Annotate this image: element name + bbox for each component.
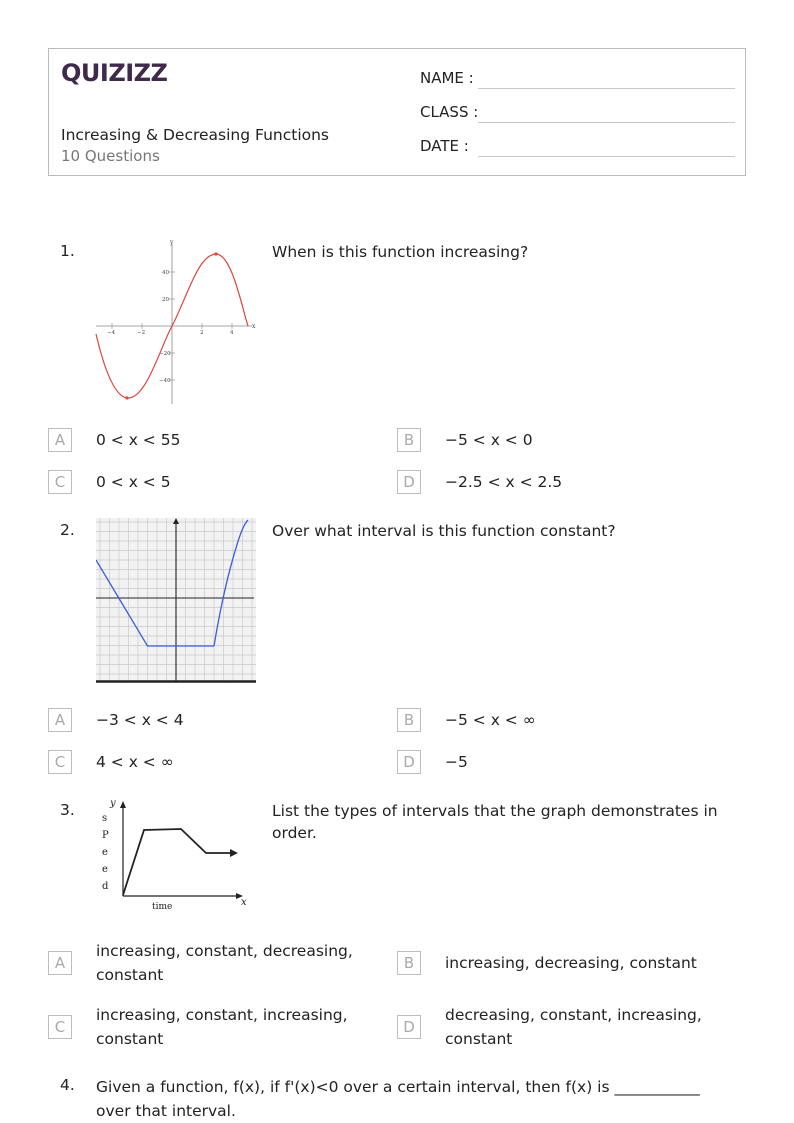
question-2-text: Over what interval is this function constant? bbox=[272, 522, 616, 540]
name-label: NAME : bbox=[420, 69, 474, 87]
question-2-graph bbox=[96, 518, 256, 684]
question-2-number: 2. bbox=[60, 521, 75, 539]
q2-option-a-box[interactable]: A bbox=[48, 708, 72, 732]
q3-y-label-char: s bbox=[102, 813, 108, 824]
date-label: DATE : bbox=[420, 137, 469, 155]
q1-ytick-40: 40 bbox=[162, 270, 169, 276]
q1-ytick-neg40: −40 bbox=[159, 378, 171, 384]
class-line[interactable] bbox=[478, 122, 735, 123]
q3-y-label-char: e bbox=[102, 847, 108, 858]
q1-xtick-neg4: −4 bbox=[107, 330, 116, 336]
q1-xtick-4: 4 bbox=[230, 330, 234, 336]
q2-option-a-text[interactable]: −3 < x < 4 bbox=[96, 711, 184, 729]
q1-option-c-text[interactable]: 0 < x < 5 bbox=[96, 473, 171, 491]
name-line[interactable] bbox=[478, 88, 735, 89]
q3-y-label-char: P bbox=[102, 830, 109, 841]
q1-min-point bbox=[125, 396, 128, 399]
q1-xtick-neg2: −2 bbox=[137, 330, 146, 336]
q3-option-d-text[interactable]: decreasing, constant, increasing, constant bbox=[445, 1006, 702, 1048]
q1-option-c-box[interactable]: C bbox=[48, 470, 72, 494]
question-1-graph bbox=[94, 238, 260, 406]
q1-ytick-neg20: −20 bbox=[159, 351, 171, 357]
question-3-number: 3. bbox=[60, 801, 75, 819]
q1-y-axis-label: y bbox=[170, 239, 174, 246]
q1-option-a-text[interactable]: 0 < x < 55 bbox=[96, 431, 181, 449]
q1-max-point bbox=[214, 252, 217, 255]
q3-option-d-box[interactable]: D bbox=[397, 1015, 421, 1039]
q2-option-c-text[interactable]: 4 < x < ∞ bbox=[96, 753, 174, 771]
name-field[interactable] bbox=[420, 69, 735, 91]
class-label: CLASS : bbox=[420, 103, 479, 121]
worksheet-title: Increasing & Decreasing Functions bbox=[61, 126, 330, 144]
quizizz-logo: QUIZIZZ bbox=[61, 59, 168, 87]
q3-option-c-box[interactable]: C bbox=[48, 1015, 72, 1039]
class-field[interactable] bbox=[420, 103, 735, 125]
question-1-number: 1. bbox=[60, 242, 75, 260]
question-1-text: When is this function increasing? bbox=[272, 243, 529, 261]
q3-option-a-text[interactable]: increasing, constant, decreasing, constant bbox=[96, 942, 353, 984]
q1-option-a-box[interactable]: A bbox=[48, 428, 72, 452]
q2-option-d-text[interactable]: −5 bbox=[445, 753, 468, 771]
q3-x-axis-letter: x bbox=[241, 897, 247, 908]
q2-option-b-text[interactable]: −5 < x < ∞ bbox=[445, 711, 536, 729]
q3-option-b-text[interactable]: increasing, decreasing, constant bbox=[445, 954, 697, 972]
q1-option-d-text[interactable]: −2.5 < x < 2.5 bbox=[445, 473, 563, 491]
question-3-graph bbox=[98, 796, 254, 914]
question-count: 10 Questions bbox=[61, 147, 160, 165]
question-3-text: List the types of intervals that the graph demonstrates in order. bbox=[272, 802, 718, 842]
q3-y-axis-letter: y bbox=[110, 798, 116, 809]
q3-line-arrow bbox=[230, 849, 238, 857]
date-line[interactable] bbox=[478, 156, 735, 157]
q1-x-axis-label: x bbox=[252, 323, 256, 330]
q2-option-d-box[interactable]: D bbox=[397, 750, 421, 774]
q1-ytick-20: 20 bbox=[162, 297, 169, 303]
q1-option-b-text[interactable]: −5 < x < 0 bbox=[445, 431, 533, 449]
question-4-text: Given a function, f(x), if f'(x)<0 over a certain interval, then f(x) is ___________ over that interval. bbox=[96, 1078, 700, 1120]
q3-y-label-char: d bbox=[102, 881, 109, 892]
q3-speed-line bbox=[123, 829, 230, 895]
question-4-number: 4. bbox=[60, 1076, 75, 1094]
q3-x-axis-label: time bbox=[152, 902, 173, 912]
q3-option-b-box[interactable]: B bbox=[397, 951, 421, 975]
q1-option-d-box[interactable]: D bbox=[397, 470, 421, 494]
date-field[interactable] bbox=[420, 137, 735, 159]
q3-option-a-box[interactable]: A bbox=[48, 951, 72, 975]
q2-option-b-box[interactable]: B bbox=[397, 708, 421, 732]
q3-y-label-char: e bbox=[102, 864, 108, 875]
q3-option-c-text[interactable]: increasing, constant, increasing, constant bbox=[96, 1006, 348, 1048]
worksheet-header bbox=[48, 48, 746, 176]
q1-xtick-2: 2 bbox=[200, 330, 204, 336]
q2-option-c-box[interactable]: C bbox=[48, 750, 72, 774]
q1-option-b-box[interactable]: B bbox=[397, 428, 421, 452]
